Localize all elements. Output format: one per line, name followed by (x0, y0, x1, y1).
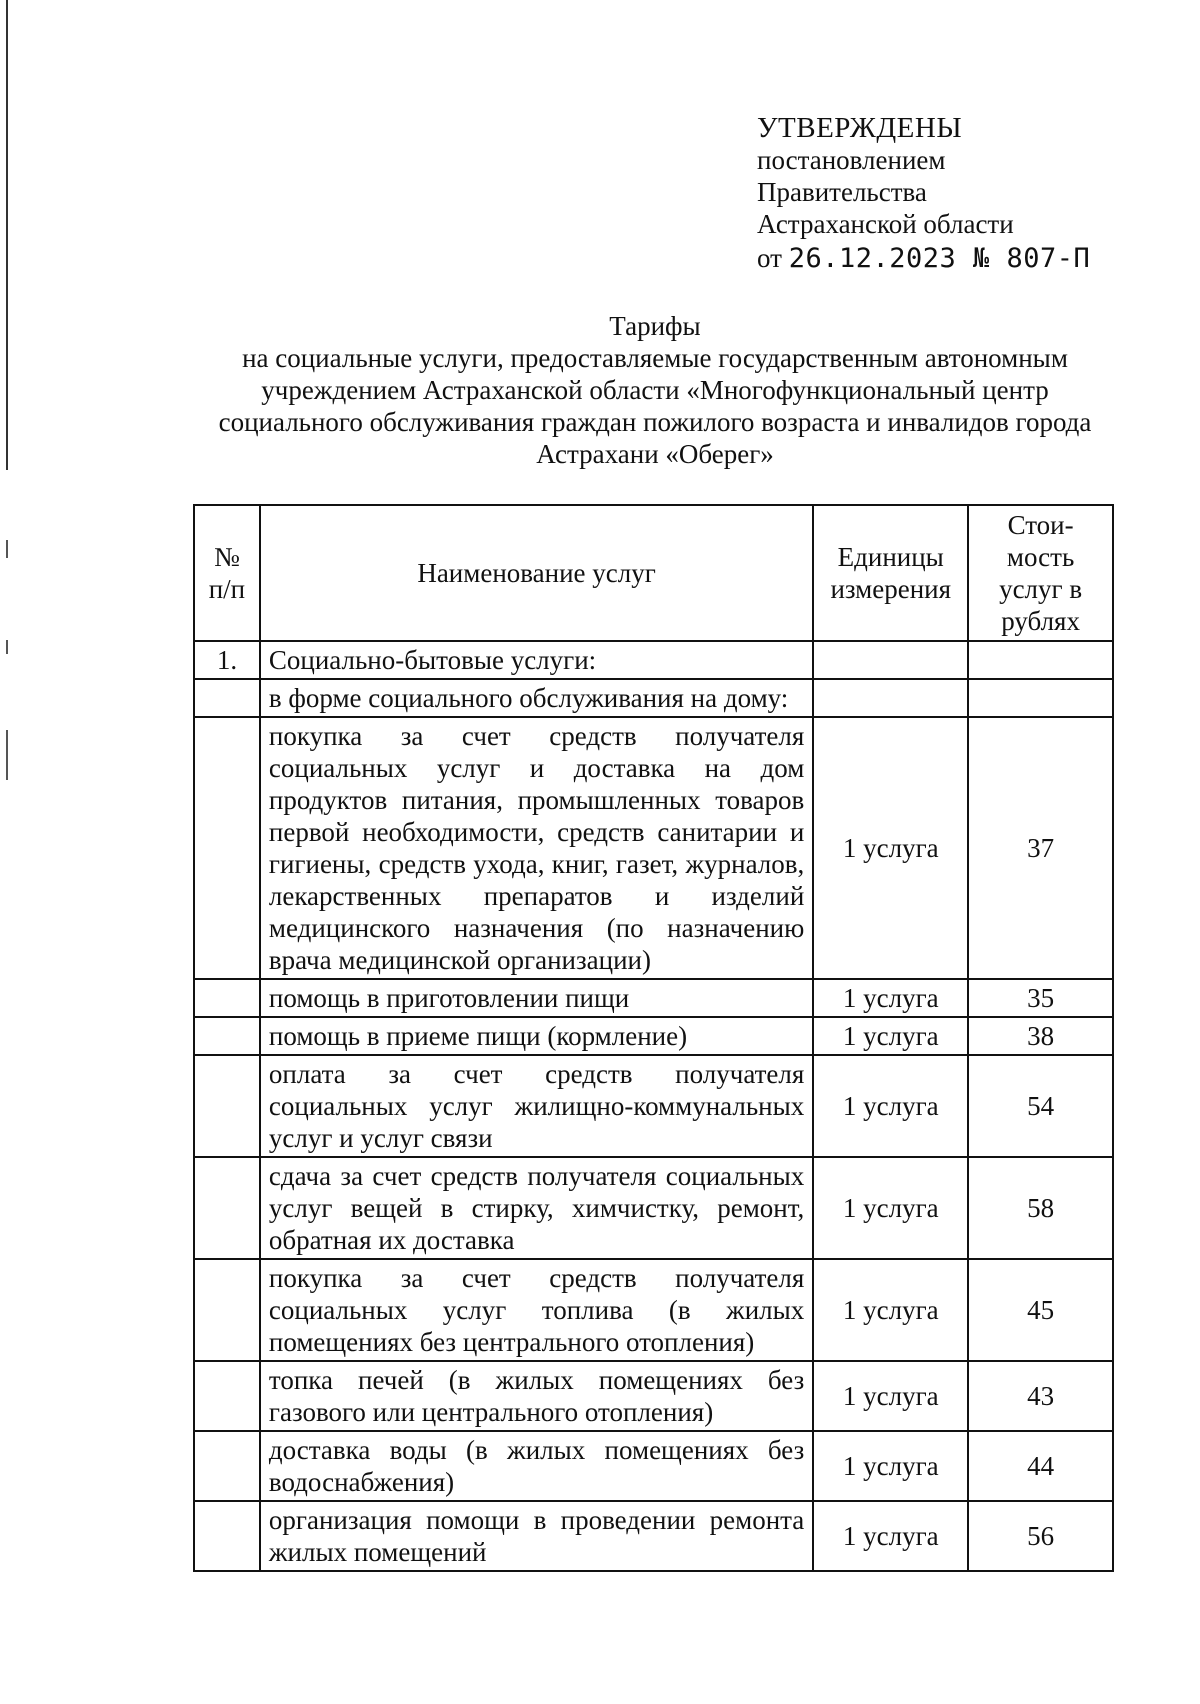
table-row (194, 979, 1113, 1017)
cost-cell: 43 (968, 1361, 1113, 1431)
row-number (194, 1157, 260, 1259)
unit-cell: 1 услуга (813, 979, 968, 1017)
row-number (194, 679, 260, 717)
header-service-name: Наименование услуг (260, 505, 813, 641)
scan-margin-mark (6, 640, 8, 654)
approval-line: Правительства (757, 177, 927, 207)
table-row (194, 1431, 1113, 1501)
approval-date-line (757, 242, 1090, 275)
approval-stamp-block (757, 112, 1090, 275)
row-number (194, 1501, 260, 1571)
cost-cell (968, 679, 1113, 717)
approval-line: постановлением (757, 145, 946, 175)
cost-cell: 58 (968, 1157, 1113, 1259)
cost-cell (968, 641, 1113, 679)
scan-margin-mark (6, 730, 8, 780)
table-row (194, 717, 1113, 979)
row-number (194, 1055, 260, 1157)
approval-heading: УТВЕРЖДЕНЫ (757, 112, 963, 144)
row-number (194, 1431, 260, 1501)
title-line: Астрахани «Оберег» (536, 439, 774, 469)
cost-cell: 44 (968, 1431, 1113, 1501)
table-row (194, 1157, 1113, 1259)
cost-cell: 35 (968, 979, 1113, 1017)
approval-line: Астраханской области (757, 209, 1014, 239)
unit-cell: 1 услуга (813, 1501, 968, 1571)
unit-cell: 1 услуга (813, 1017, 968, 1055)
scan-margin-mark (6, 540, 8, 558)
document-title-block (190, 310, 1120, 470)
table-row (194, 679, 1113, 717)
unit-cell (813, 679, 968, 717)
header-cost: Стои- мость услуг в рублях (968, 505, 1113, 641)
table-header-row (194, 505, 1113, 641)
service-name: сдача за счет средств получателя социальных услуг вещей в стирку, химчистку, ремонт, обратная их доставка (260, 1157, 813, 1259)
document-title: Тарифы (609, 311, 701, 341)
service-name: помощь в приготовлении пищи (260, 979, 813, 1017)
unit-cell (813, 641, 968, 679)
service-name: покупка за счет средств получателя социальных услуг топлива (в жилых помещениях без центрального отопления) (260, 1259, 813, 1361)
service-name: Социально-бытовые услуги: (260, 641, 813, 679)
tariffs-table (193, 504, 1114, 1572)
title-line: социального обслуживания граждан пожилого возраста и инвалидов города (218, 407, 1092, 437)
row-number (194, 1017, 260, 1055)
title-line: на социальные услуги, предоставляемые государственным автономным (242, 343, 1068, 373)
service-name: организация помощи в проведении ремонта жилых помещений (260, 1501, 813, 1571)
title-line: учреждением Астраханской области «Многофункциональный центр (261, 375, 1049, 405)
service-name: помощь в приеме пищи (кормление) (260, 1017, 813, 1055)
cost-cell: 37 (968, 717, 1113, 979)
unit-cell: 1 услуга (813, 1361, 968, 1431)
service-name: топка печей (в жилых помещениях без газового или центрального отопления) (260, 1361, 813, 1431)
date-prefix: от (757, 243, 782, 273)
scan-margin-line (6, 0, 8, 470)
row-number (194, 717, 260, 979)
table-row (194, 1361, 1113, 1431)
row-number (194, 1259, 260, 1361)
unit-cell: 1 услуга (813, 1259, 968, 1361)
header-number: № п/п (194, 505, 260, 641)
row-number (194, 1361, 260, 1431)
row-number (194, 979, 260, 1017)
table-row (194, 1055, 1113, 1157)
unit-cell: 1 услуга (813, 1055, 968, 1157)
table-row (194, 641, 1113, 679)
cost-cell: 56 (968, 1501, 1113, 1571)
cost-cell: 45 (968, 1259, 1113, 1361)
cost-cell: 54 (968, 1055, 1113, 1157)
table-row (194, 1017, 1113, 1055)
row-number: 1. (194, 641, 260, 679)
header-unit: Единицы измерения (813, 505, 968, 641)
table-row (194, 1501, 1113, 1571)
service-name: в форме социального обслуживания на дому: (260, 679, 813, 717)
service-name: оплата за счет средств получателя социальных услуг жилищно-коммунальных услуг и услуг связи (260, 1055, 813, 1157)
unit-cell: 1 услуга (813, 717, 968, 979)
service-name: покупка за счет средств получателя социальных услуг и доставка на дом продуктов питания, промышленных товаров первой необходимости, средств санитарии и гигиены, средств ухода, книг, газет, журналов, лекарственных препаратов и изделий медицинского назначения (по назначению врача медицинской организации) (260, 717, 813, 979)
cost-cell: 38 (968, 1017, 1113, 1055)
date-and-number: 26.12.2023 № 807-П (788, 243, 1091, 274)
unit-cell: 1 услуга (813, 1431, 968, 1501)
table-row (194, 1259, 1113, 1361)
unit-cell: 1 услуга (813, 1157, 968, 1259)
service-name: доставка воды (в жилых помещениях без водоснабжения) (260, 1431, 813, 1501)
